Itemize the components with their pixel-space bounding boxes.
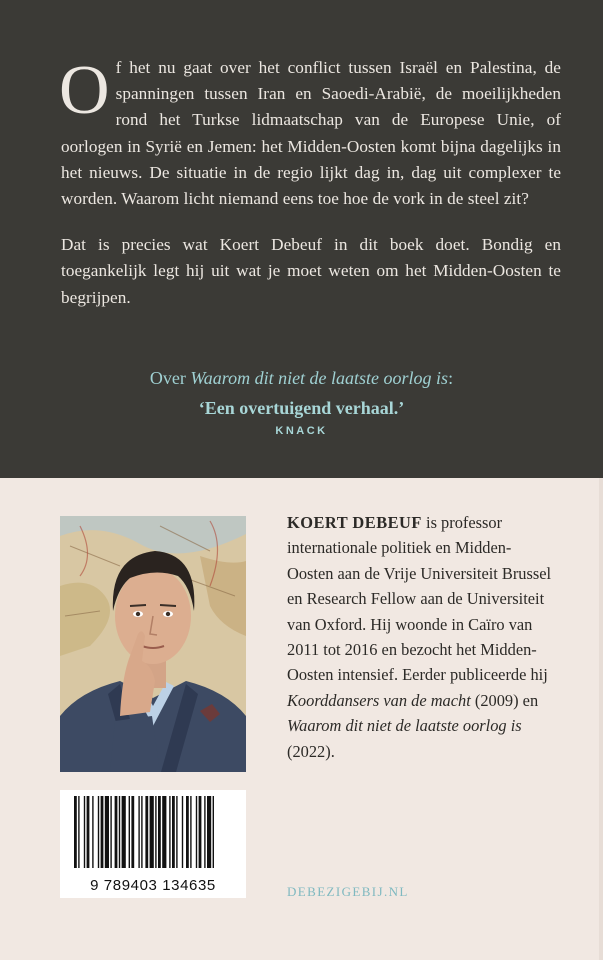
barcode-bar [138,796,139,868]
blurb [59,52,561,331]
isbn-number: 9 789403 134635 [90,877,216,894]
barcode-bar [176,796,177,868]
bio-text-2: (2009) en [470,690,539,710]
review-quote: ‘Een overtuigend verhaal.’ [198,398,405,418]
barcode-bar [141,796,142,868]
barcode-bars [60,790,246,872]
barcode-bar [213,796,214,868]
barcode-bar [110,796,111,868]
barcode-bar [87,796,90,868]
blurb-paragraph-1-text: f het nu gaat over het conflict tussen Israël en Palestina, de spanningen tussen Iran en Saoedi-Arabië, de moeilijkheden rond het Turkse lidmaatschap van de Europese Unie, of oorlogen in Syrië en Jemen: het Midden-Oosten komt bijna dagelijks in het nieuws. De situatie in de regio lijkt dag in, dag uit complexer te worden. Waarom licht niemand eens toe hoe de vork in de steel zit? [61,58,561,209]
barcode-bar [199,796,202,868]
blurb-paragraph-1 [59,52,561,212]
barcode-bar [74,796,77,868]
review-source: KNACK [275,425,328,437]
cover-edge [599,478,603,960]
blurb-paragraph-2: Dat is precies wat Koert Debeuf in dit boek doet. Bondig en toegankelijk legt hij uit wat je moet weten om het Midden-Oosten te begrijpen. [61,235,561,307]
barcode-bar [84,796,85,868]
barcode-bar [92,796,93,868]
bio-text-3: (2022). [287,741,335,761]
barcode-bar [207,796,211,868]
barcode-bar [122,796,126,868]
drop-cap: O [59,52,110,129]
bio-text-1: is professor internationale politiek en Midden-Oosten aan de Vrije Universiteit Brussel en Research Fellow aan de Universiteit van Oxford. Hij woonde in Caïro van 2011 tot 2016 en bezocht het Midden-Oosten intensief. Eerder publiceerde hij [287,513,552,685]
bio-book-title-1: Koorddansers van de macht [287,690,471,710]
author-name: KOERT DEBEUF [287,513,422,532]
barcode-bar [129,796,130,868]
quote-intro-suffix: : [448,368,454,388]
barcode-bar [131,796,134,868]
barcode-bar [105,796,109,868]
barcode-bar [158,796,161,868]
barcode-bar [172,796,175,868]
barcode-bar [155,796,156,868]
barcode-bar [119,796,120,868]
quote-intro [0,368,603,389]
quote-intro-prefix: Over [149,368,186,388]
barcode-bar [98,796,99,868]
barcode-bar [169,796,170,868]
barcode-bar [145,796,148,868]
barcode-bar [182,796,183,868]
barcode-bar [101,796,104,868]
isbn-barcode [60,790,246,898]
back-cover-top-panel [0,0,603,478]
quote-intro-title: Waarom dit niet de laatste oorlog is [190,368,449,388]
bio-book-title-2: Waarom dit niet de laatste oorlog is [287,716,522,736]
barcode-bar [190,796,191,868]
barcode-bar [196,796,197,868]
barcode-bar [115,796,118,868]
publisher-website[interactable]: DEBEZIGEBIJ.NL [287,884,409,899]
barcode-bar [162,796,166,868]
author-portrait-illustration [60,516,246,772]
barcode-bar [204,796,205,868]
author-bio [287,510,557,764]
author-photo [60,516,246,772]
barcode-bar [150,796,154,868]
barcode-bar [78,796,79,868]
barcode-bar [186,796,189,868]
